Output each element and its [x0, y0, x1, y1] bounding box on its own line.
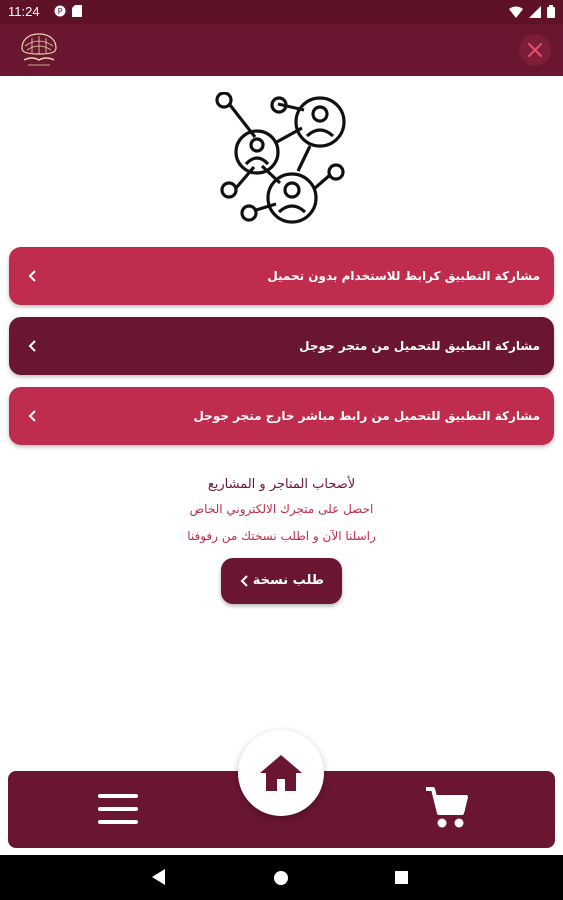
chevron-left-icon — [25, 268, 41, 284]
wifi-icon — [509, 6, 523, 18]
home-icon — [258, 753, 304, 793]
notification-icon — [54, 5, 66, 17]
battery-icon — [547, 5, 555, 18]
cart-icon[interactable] — [424, 785, 470, 831]
chevron-left-icon — [25, 408, 41, 424]
promo-title: لأصحاب المتاجر و المشاريع — [207, 477, 356, 492]
chevron-left-icon — [25, 338, 41, 354]
recent-apps-icon[interactable] — [395, 871, 408, 884]
app-logo — [14, 30, 64, 70]
close-button[interactable] — [519, 34, 551, 66]
request-copy-button[interactable] — [221, 558, 342, 604]
chevron-left-icon — [239, 574, 251, 588]
app-bar — [0, 24, 563, 76]
share-google-play-button[interactable] — [9, 317, 554, 375]
system-navigation-bar — [0, 855, 563, 900]
share-google-play-label: مشاركة التطبيق للتحميل من متجر جوجل — [299, 339, 540, 353]
sd-card-icon — [72, 5, 82, 17]
close-icon — [528, 43, 542, 57]
system-home-icon[interactable] — [274, 871, 288, 885]
network-people-icon — [206, 92, 356, 228]
svg-text:P: P — [57, 7, 63, 16]
status-time: 11:24 — [8, 4, 40, 19]
share-direct-link-button[interactable] — [9, 387, 554, 445]
request-copy-label: طلب نسخة — [252, 573, 324, 588]
menu-icon[interactable] — [98, 789, 138, 829]
share-direct-link-label: مشاركة التطبيق للتحميل من رابط مباشر خارج متجر جوجل — [193, 409, 540, 423]
share-as-link-label: مشاركة التطبيق كرابط للاستخدام بدون تحميل — [267, 269, 540, 283]
signal-icon — [529, 6, 541, 18]
promo-line-2: راسلنا الآن و اطلب نسختك من رفوفنا — [187, 529, 376, 543]
home-button[interactable] — [238, 730, 324, 816]
promo-line-1: احصل على متجرك الالكتروني الخاص — [189, 502, 374, 516]
share-as-link-button[interactable] — [9, 247, 554, 305]
back-icon[interactable] — [152, 869, 166, 885]
status-bar — [0, 0, 563, 24]
